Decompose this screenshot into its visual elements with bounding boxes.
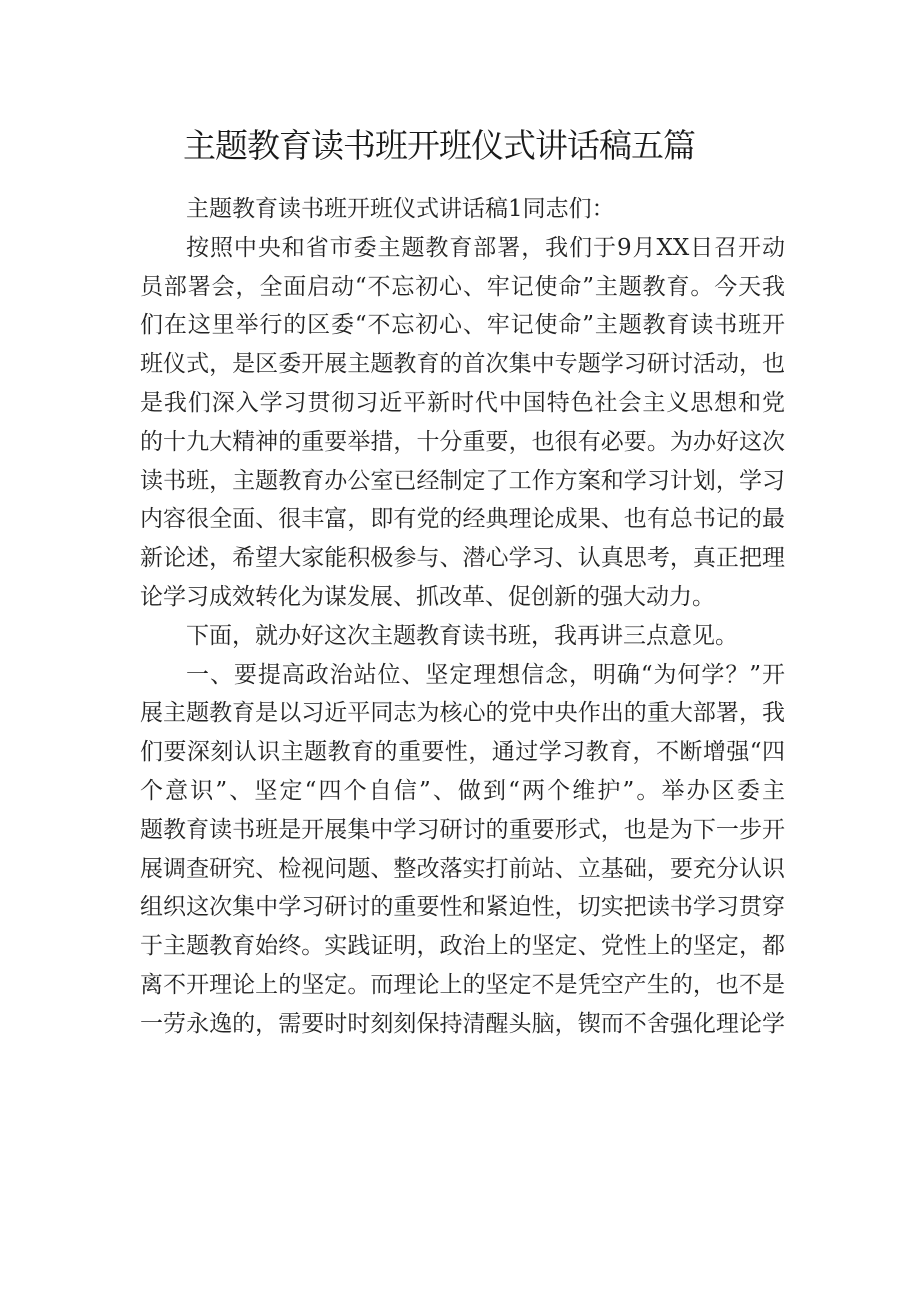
- text-line: 一劳永逸的，需要时时刻刻保持清醒头脑，锲而不舍强化理论学: [140, 1010, 785, 1037]
- text-line: 展调查研究、检视问题、整改落实打前站、立基础，要充分认识: [140, 855, 785, 882]
- text-line: 论学习成效转化为谋发展、抓改革、促创新的强大动力。: [140, 583, 715, 610]
- text-line: 按照中央和省市委主题教育部署，我们于9月XX日召开动: [186, 234, 785, 261]
- document-title: 主题教育读书班开班仪式讲话稿五篇: [183, 126, 695, 165]
- text-line: 新论述，希望大家能积极参与、潜心学习、认真思考，真正把理: [140, 545, 785, 572]
- text-line: 读书班，主题教育办公室已经制定了工作方案和学习计划，学习: [140, 467, 785, 494]
- text-line: 题教育读书班是开展集中学习研讨的重要形式，也是为下一步开: [140, 816, 785, 843]
- text-line: 个意识”、坚定“四个自信”、做到“两个维护”。举办区委主: [140, 777, 785, 804]
- text-line: 下面，就办好这次主题教育读书班，我再讲三点意见。: [186, 622, 738, 649]
- text-line: 员部署会，全面启动“不忘初心、牢记使命”主题教育。今天我: [140, 273, 785, 300]
- text-line: 内容很全面、很丰富，即有党的经典理论成果、也有总书记的最: [140, 506, 785, 533]
- text-line: 离不开理论上的坚定。而理论上的坚定不是凭空产生的，也不是: [140, 971, 785, 998]
- text-line: 主题教育读书班开班仪式讲话稿1同志们：: [186, 196, 615, 222]
- text-line: 组织这次集中学习研讨的重要性和紧迫性，切实把读书学习贯穿: [140, 894, 785, 921]
- document-body: [140, 190, 785, 1044]
- text-line: 班仪式，是区委开展主题教育的首次集中专题学习研讨活动，也: [140, 351, 785, 378]
- text-line: 的十九大精神的重要举措，十分重要，也很有必要。为办好这次: [140, 428, 785, 455]
- text-line: 展主题教育是以习近平同志为核心的党中央作出的重大部署，我: [140, 700, 785, 727]
- text-line: 们在这里举行的区委“不忘初心、牢记使命”主题教育读书班开: [140, 312, 785, 339]
- text-line: 是我们深入学习贯彻习近平新时代中国特色社会主义思想和党: [140, 389, 785, 416]
- text-line: 们要深刻认识主题教育的重要性，通过学习教育，不断增强“四: [140, 739, 785, 766]
- text-line: 一、要提高政治站位、坚定理想信念，明确“为何学？”开: [186, 661, 785, 688]
- text-line: 于主题教育始终。实践证明，政治上的坚定、党性上的坚定，都: [140, 933, 785, 960]
